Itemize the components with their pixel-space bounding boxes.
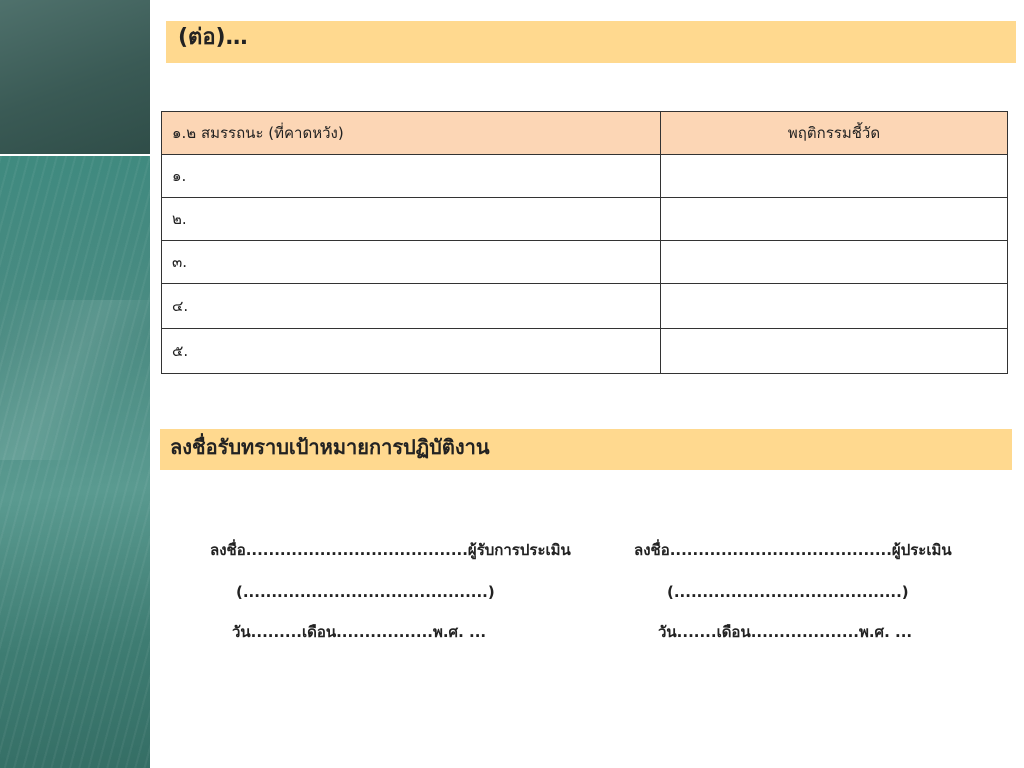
- table-cell: ๕.: [162, 329, 661, 374]
- table-cell: ๓.: [162, 241, 661, 284]
- table-cell: ๒.: [162, 198, 661, 241]
- table-cell: ๑.: [162, 155, 661, 198]
- table-row: [162, 155, 1008, 198]
- decorative-streak: [0, 300, 150, 460]
- table-row: [162, 241, 1008, 284]
- table-cell: ๔.: [162, 284, 661, 329]
- table-cell: [661, 329, 1008, 374]
- right-name-line: (........................................): [667, 583, 909, 601]
- left-name-line: (...........................................): [236, 583, 495, 601]
- left-signature-line: ลงชื่อ.......................................ผู้รับการประเมิน: [210, 541, 571, 559]
- table-row: [162, 198, 1008, 241]
- table-cell: [661, 155, 1008, 198]
- decorative-panel-top: [0, 0, 150, 154]
- title-bar: [166, 21, 1016, 63]
- section-title: ลงชื่อรับทราบเป้าหมายการปฏิบัติงาน: [170, 435, 490, 459]
- decorative-panel-bottom: [0, 156, 150, 768]
- table-cell: [661, 241, 1008, 284]
- table-cell: [661, 198, 1008, 241]
- table-row: [162, 329, 1008, 374]
- right-signature-line: ลงชื่อ.......................................ผู้ประเมิน: [634, 541, 952, 559]
- table-cell: [661, 284, 1008, 329]
- table-header-row: [162, 112, 1008, 155]
- competency-table: [161, 111, 1008, 374]
- left-date-line: วัน.........เดือน.................พ.ศ. ...: [232, 623, 487, 641]
- header-indicator: พฤติกรรมชี้วัด: [661, 112, 1008, 155]
- table-row: [162, 284, 1008, 329]
- page-title: (ต่อ)…: [178, 25, 248, 50]
- header-competency: ๑.๒ สมรรถนะ (ที่คาดหวัง): [162, 112, 661, 155]
- right-date-line: วัน.......เดือน...................พ.ศ. ...: [658, 623, 913, 641]
